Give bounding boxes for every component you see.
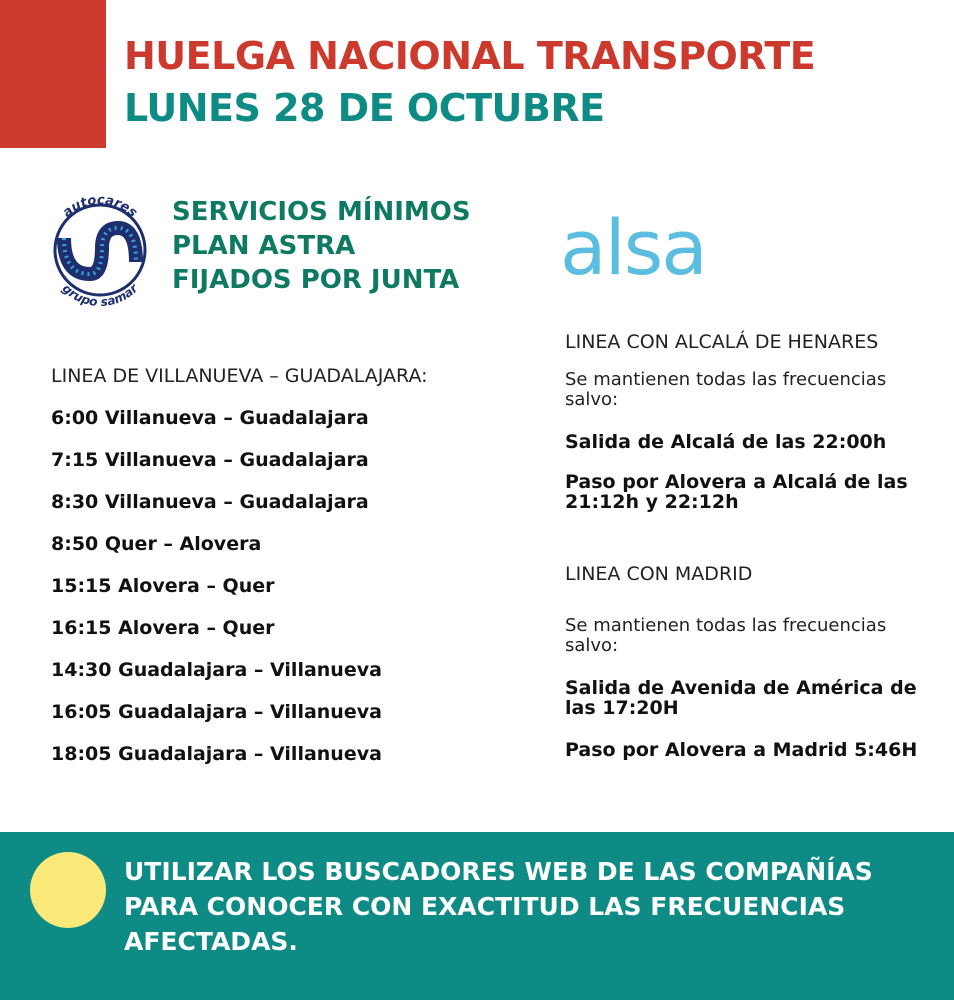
logo-text-bottom: grupo samar	[59, 281, 141, 310]
page-title: HUELGA NACIONAL TRANSPORTE	[124, 34, 816, 78]
trip-item: 18:05 Guadalajara – Villanueva	[51, 743, 382, 765]
trip-item: 6:00 Villanueva – Guadalajara	[51, 407, 369, 429]
line-title-villanueva: LINEA DE VILLANUEVA – GUADALAJARA:	[51, 365, 428, 387]
red-accent-block	[0, 0, 106, 148]
alcala-description: Se mantienen todas las frecuencias salvo:	[565, 369, 887, 410]
line-title-madrid: LINEA CON MADRID	[565, 563, 753, 585]
madrid-exception-1: Salida de Avenida de América de las 17:20H	[565, 677, 917, 719]
trip-item: 16:15 Alovera – Quer	[51, 617, 275, 639]
alsa-logo-text: alsa	[560, 214, 706, 284]
alsa-logo	[560, 214, 750, 284]
footer-notice: UTILIZAR LOS BUSCADORES WEB DE LAS COMPAÑÍAS PARA CONOCER CON EXACTITUD LAS FRECUENCIAS AFECTADAS.	[124, 857, 873, 956]
page-subtitle-date: LUNES 28 DE OCTUBRE	[124, 86, 605, 130]
line-title-alcala: LINEA CON ALCALÁ DE HENARES	[565, 331, 879, 353]
yellow-circle-decoration	[30, 852, 106, 928]
heading-line-1: SERVICIOS MÍNIMOS	[172, 197, 471, 227]
trip-item: 8:30 Villanueva – Guadalajara	[51, 491, 369, 513]
madrid-exception-2: Paso por Alovera a Madrid 5:46H	[565, 739, 918, 761]
trip-item: 15:15 Alovera – Quer	[51, 575, 275, 597]
trip-item: 8:50 Quer – Alovera	[51, 533, 262, 555]
alsa-lines-section	[565, 330, 945, 760]
madrid-description: Se mantienen todas las frecuencias salvo:	[565, 615, 887, 656]
autocares-samar-logo	[40, 188, 160, 318]
heading-line-3: FIJADOS POR JUNTA	[172, 265, 460, 295]
villanueva-line-section	[51, 364, 521, 784]
alcala-exception-1: Salida de Alcalá de las 22:00h	[565, 431, 887, 453]
logo-text-top: autocares	[60, 192, 140, 221]
heading-line-2: PLAN ASTRA	[172, 231, 356, 261]
trip-item: 16:05 Guadalajara – Villanueva	[51, 701, 382, 723]
trip-item: 14:30 Guadalajara – Villanueva	[51, 659, 382, 681]
trip-item: 7:15 Villanueva – Guadalajara	[51, 449, 369, 471]
services-heading	[172, 195, 471, 297]
alcala-exception-2: Paso por Alovera a Alcalá de las 21:12h y 22:12h	[565, 471, 908, 513]
